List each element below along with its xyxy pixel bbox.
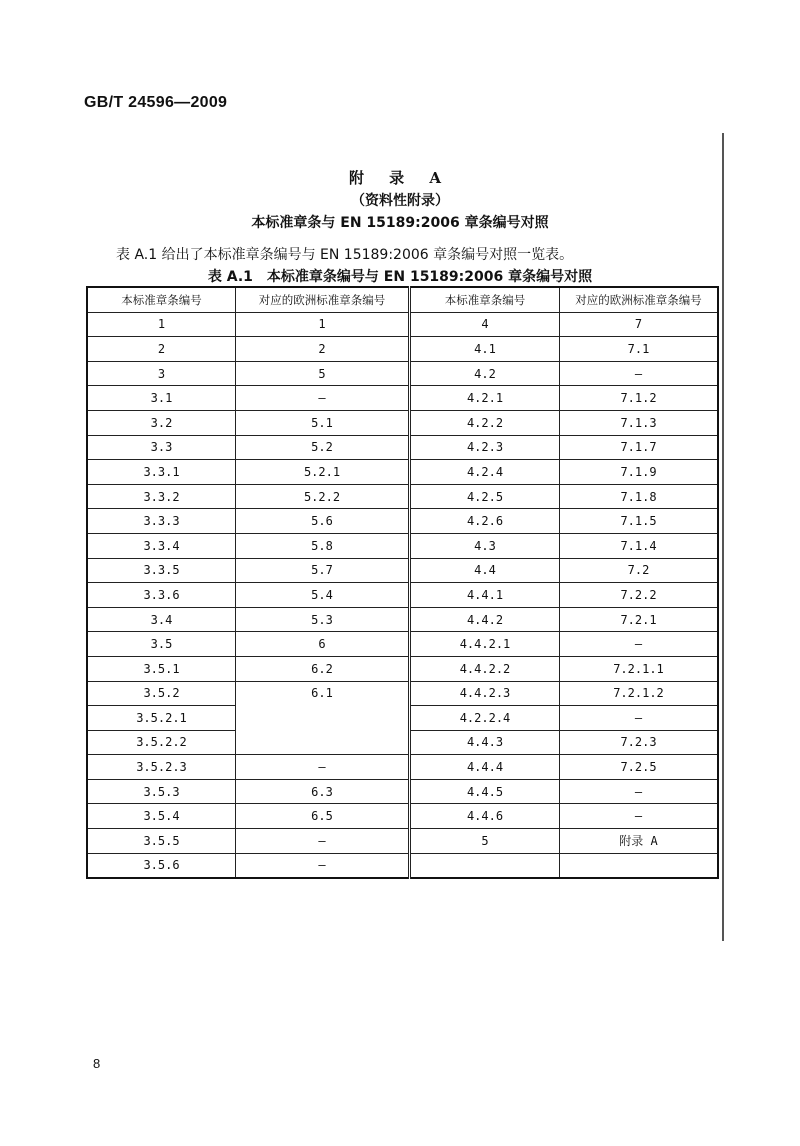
table-row: [87, 337, 718, 362]
table-cell: 7.1.3: [560, 410, 719, 435]
margin-rule: [722, 133, 724, 941]
table-cell: —: [560, 779, 719, 804]
table-cell: 5.2.2: [236, 484, 410, 509]
table-cell: 5.8: [236, 533, 410, 558]
table-cell: [560, 853, 719, 878]
table-cell: —: [236, 755, 410, 780]
table-cell: 7.2.1.2: [560, 681, 719, 706]
table-cell: 3.3.3: [87, 509, 236, 534]
table-cell: 5.2.1: [236, 460, 410, 485]
table-cell: 4.2.3: [410, 435, 560, 460]
table-cell: 7.2: [560, 558, 719, 583]
table-cell: 1: [236, 312, 410, 337]
table-cell: 4.4.6: [410, 804, 560, 829]
table-cell: 附录 A: [560, 829, 719, 854]
table-cell: 5.4: [236, 583, 410, 608]
table-cell: 3.2: [87, 410, 236, 435]
table-cell: 7.1.7: [560, 435, 719, 460]
table-cell: 4.2.1: [410, 386, 560, 411]
table-cell: 4.1: [410, 337, 560, 362]
table-cell: 5: [410, 829, 560, 854]
table-cell: 4.2.4: [410, 460, 560, 485]
table-cell: 7.1.5: [560, 509, 719, 534]
table-cell: —: [236, 386, 410, 411]
table-cell: 4.4.2: [410, 607, 560, 632]
table-row: [87, 361, 718, 386]
table-header-row: [87, 287, 718, 312]
annex-heading: 本标准章条与 EN 15189:2006 章条编号对照: [251, 215, 549, 231]
table-cell: —: [560, 706, 719, 731]
table-cell: 4.4: [410, 558, 560, 583]
table-cell: 4.2: [410, 361, 560, 386]
table-caption: 表 A.1 本标准章条编号与 EN 15189:2006 章条编号对照: [207, 269, 593, 285]
table-row: [87, 632, 718, 657]
table-cell: 3.3.1: [87, 460, 236, 485]
table-cell: 3: [87, 361, 236, 386]
table-cell: 3.5: [87, 632, 236, 657]
intro-text: 表 A.1 给出了本标准章条编号与 EN 15189:2006 章条编号对照一览表。: [116, 247, 574, 263]
table-cell: 3.5.5: [87, 829, 236, 854]
standard-code: GB/T 24596—2009: [84, 94, 228, 111]
clause-mapping-table: [86, 286, 719, 879]
header-cell: 本标准章条编号: [87, 287, 236, 312]
table-cell: 5.3: [236, 607, 410, 632]
table-cell: 7.2.3: [560, 730, 719, 755]
table-cell: 4.4.5: [410, 779, 560, 804]
table-cell: 4: [410, 312, 560, 337]
table-row: [87, 583, 718, 608]
table-cell: —: [236, 853, 410, 878]
table-cell: 3.1: [87, 386, 236, 411]
table-cell: 3.5.3: [87, 779, 236, 804]
table-cell: [410, 853, 560, 878]
table-cell: 3.3: [87, 435, 236, 460]
table-row: [87, 656, 718, 681]
table-cell: 4.4.4: [410, 755, 560, 780]
table-cell: 5.2: [236, 435, 410, 460]
table-cell: 6.1: [236, 681, 410, 755]
table-cell: 3.5.2.2: [87, 730, 236, 755]
table-cell: 4.4.2.2: [410, 656, 560, 681]
table-row: [87, 779, 718, 804]
annex-subtitle: （资料性附录）: [351, 193, 449, 209]
table-cell: —: [560, 361, 719, 386]
table-cell: 4.2.2: [410, 410, 560, 435]
table-cell: 3.5.2.1: [87, 706, 236, 731]
table-row: [87, 558, 718, 583]
table-cell: 2: [87, 337, 236, 362]
table-cell: 4.4.1: [410, 583, 560, 608]
table-cell: 7: [560, 312, 719, 337]
table-cell: 4.4.2.1: [410, 632, 560, 657]
table-cell: —: [560, 632, 719, 657]
table-cell: 6: [236, 632, 410, 657]
table-cell: 5.7: [236, 558, 410, 583]
table-cell: —: [236, 829, 410, 854]
table-row: [87, 410, 718, 435]
table-cell: 3.3.2: [87, 484, 236, 509]
table-cell: 6.5: [236, 804, 410, 829]
table-cell: —: [560, 804, 719, 829]
table-row: [87, 755, 718, 780]
table-row: [87, 853, 718, 878]
table-cell: 3.5.1: [87, 656, 236, 681]
table-cell: 7.1: [560, 337, 719, 362]
table-row: [87, 829, 718, 854]
table-cell: 3.5.6: [87, 853, 236, 878]
table-cell: 4.4.3: [410, 730, 560, 755]
table-row: [87, 509, 718, 534]
table-row: [87, 484, 718, 509]
table-cell: 3.3.6: [87, 583, 236, 608]
table-cell: 7.2.5: [560, 755, 719, 780]
table-cell: 3.5.2: [87, 681, 236, 706]
table-cell: 3.5.4: [87, 804, 236, 829]
table-cell: 6.2: [236, 656, 410, 681]
table-cell: 3.3.5: [87, 558, 236, 583]
table-cell: 7.1.4: [560, 533, 719, 558]
table-row: [87, 312, 718, 337]
table-cell: 2: [236, 337, 410, 362]
table-cell: 7.2.1.1: [560, 656, 719, 681]
header-cell: 对应的欧洲标准章条编号: [560, 287, 719, 312]
table-cell: 3.3.4: [87, 533, 236, 558]
annex-title: 附 录 A: [348, 169, 452, 187]
table-row: [87, 804, 718, 829]
table-row: [87, 435, 718, 460]
table-cell: 3.5.2.3: [87, 755, 236, 780]
table-cell: 4.2.5: [410, 484, 560, 509]
table-row: [87, 460, 718, 485]
table-cell: 5.6: [236, 509, 410, 534]
table-row: [87, 386, 718, 411]
table-cell: 7.1.2: [560, 386, 719, 411]
table-cell: 4.4.2.3: [410, 681, 560, 706]
table-row: [87, 681, 718, 706]
table-row: [87, 607, 718, 632]
table-cell: 5: [236, 361, 410, 386]
table-cell: 7.1.8: [560, 484, 719, 509]
table-cell: 4.2.6: [410, 509, 560, 534]
table-cell: 7.1.9: [560, 460, 719, 485]
table-cell: 7.2.1: [560, 607, 719, 632]
table-cell: 4.2.2.4: [410, 706, 560, 731]
table-cell: 5.1: [236, 410, 410, 435]
table-cell: 3.4: [87, 607, 236, 632]
table-cell: 4.3: [410, 533, 560, 558]
table-cell: 1: [87, 312, 236, 337]
table-cell: 6.3: [236, 779, 410, 804]
table-cell: 7.2.2: [560, 583, 719, 608]
page-number: 8: [93, 1056, 101, 1071]
table-row: [87, 533, 718, 558]
header-cell: 本标准章条编号: [410, 287, 560, 312]
header-cell: 对应的欧洲标准章条编号: [236, 287, 410, 312]
